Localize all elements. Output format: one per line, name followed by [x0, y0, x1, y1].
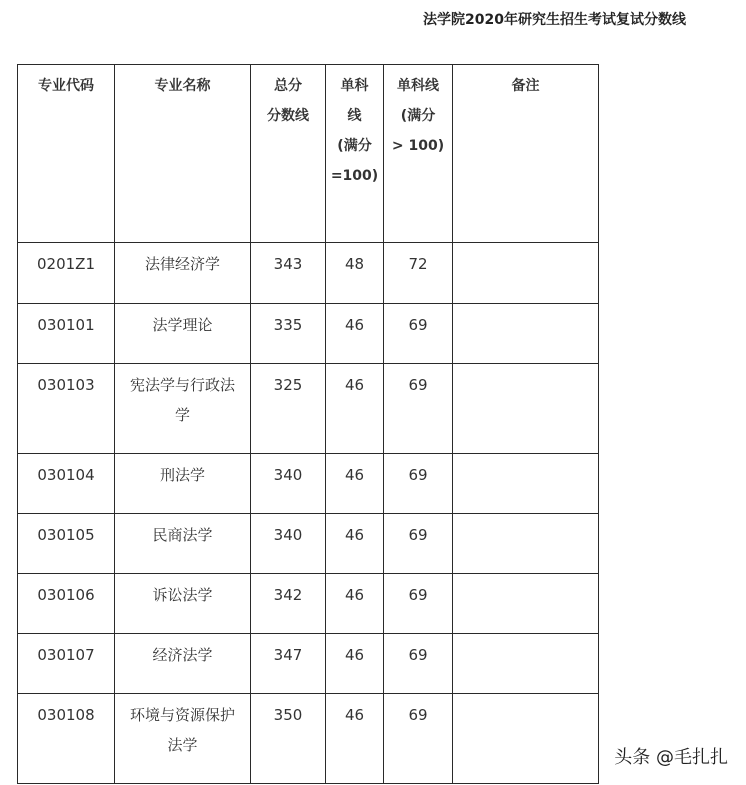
cell-single-gt100: 69: [384, 574, 453, 634]
cell-single-100: 46: [326, 364, 384, 454]
cell-remarks: [453, 574, 599, 634]
cell-total: 347: [251, 634, 326, 694]
table-row: [18, 514, 599, 574]
cell-single-gt100: 69: [384, 304, 453, 364]
cell-name-line: 法学: [167, 736, 198, 754]
cell-remarks: [453, 694, 599, 784]
cell-total: 335: [251, 304, 326, 364]
header-single-gt100-line: 单科线: [397, 78, 439, 94]
header-single-gt100-line: (满分: [400, 108, 436, 124]
cell-total: 343: [251, 243, 326, 304]
cell-single-gt100: 69: [384, 634, 453, 694]
cell-name: [115, 514, 251, 574]
cell-name: [115, 454, 251, 514]
cell-single-100: 46: [326, 694, 384, 784]
cell-name-line: 刑法学: [159, 466, 205, 484]
table-row: [18, 634, 599, 694]
cell-single-gt100: 69: [384, 694, 453, 784]
table-row: [18, 364, 599, 454]
header-single-100-line: (满分: [337, 138, 372, 154]
cell-single-100: 46: [326, 514, 384, 574]
cell-single-gt100: 69: [384, 364, 453, 454]
cell-remarks: [453, 454, 599, 514]
table-row: [18, 304, 599, 364]
header-single-100-line: =100): [330, 168, 379, 184]
cell-name-line: 民商法学: [152, 526, 213, 544]
cell-total: 325: [251, 364, 326, 454]
cell-code: 030104: [18, 454, 115, 514]
header-code: 专业代码: [18, 65, 115, 243]
header-single-100: [326, 65, 384, 243]
score-table: [17, 64, 599, 784]
cell-name: [115, 304, 251, 364]
cell-remarks: [453, 243, 599, 304]
watermark: 头条 @毛扎扎: [614, 747, 728, 768]
cell-total: 340: [251, 514, 326, 574]
header-total-line: 总分: [274, 78, 302, 94]
table-row: [18, 454, 599, 514]
cell-single-gt100: 69: [384, 514, 453, 574]
cell-single-gt100: 69: [384, 454, 453, 514]
cell-remarks: [453, 514, 599, 574]
cell-single-100: 46: [326, 574, 384, 634]
page-title: 法学院2020年研究生招生考试复试分数线: [423, 12, 686, 28]
header-total: [251, 65, 326, 243]
table-row: [18, 243, 599, 304]
cell-code: 030106: [18, 574, 115, 634]
cell-total: 342: [251, 574, 326, 634]
cell-code: 030108: [18, 694, 115, 784]
header-single-gt100-line: > 100): [391, 138, 445, 154]
table-header-row: [18, 65, 599, 243]
cell-single-100: 46: [326, 454, 384, 514]
cell-name: [115, 634, 251, 694]
cell-single-100: 46: [326, 304, 384, 364]
cell-name-line: 法律经济学: [144, 255, 220, 273]
cell-single-100: 46: [326, 634, 384, 694]
cell-name: [115, 694, 251, 784]
cell-single-100: 48: [326, 243, 384, 304]
cell-name-line: 宪法学与行政法: [129, 376, 235, 394]
header-single-gt100: [384, 65, 453, 243]
table-row: [18, 574, 599, 634]
cell-name-line: 诉讼法学: [152, 586, 213, 604]
cell-code: 030101: [18, 304, 115, 364]
cell-remarks: [453, 304, 599, 364]
header-single-100-line: 单科: [340, 78, 369, 94]
cell-code: 030105: [18, 514, 115, 574]
cell-remarks: [453, 634, 599, 694]
header-total-line: 分数线: [267, 108, 309, 124]
cell-name-line: 法学理论: [152, 316, 213, 334]
cell-total: 350: [251, 694, 326, 784]
cell-code: 030103: [18, 364, 115, 454]
cell-code: 0201Z1: [18, 243, 115, 304]
cell-name: [115, 364, 251, 454]
header-remarks: 备注: [453, 65, 599, 243]
cell-name: [115, 243, 251, 304]
header-name: 专业名称: [115, 65, 251, 243]
cell-name-line: 学: [174, 406, 190, 424]
cell-name-line: 环境与资源保护: [129, 706, 235, 724]
table-body: [18, 243, 599, 784]
cell-single-gt100: 72: [384, 243, 453, 304]
cell-total: 340: [251, 454, 326, 514]
table-row: [18, 694, 599, 784]
cell-remarks: [453, 364, 599, 454]
cell-name-line: 经济法学: [152, 646, 213, 664]
cell-name: [115, 574, 251, 634]
header-single-100-line: 线: [347, 108, 362, 124]
cell-code: 030107: [18, 634, 115, 694]
